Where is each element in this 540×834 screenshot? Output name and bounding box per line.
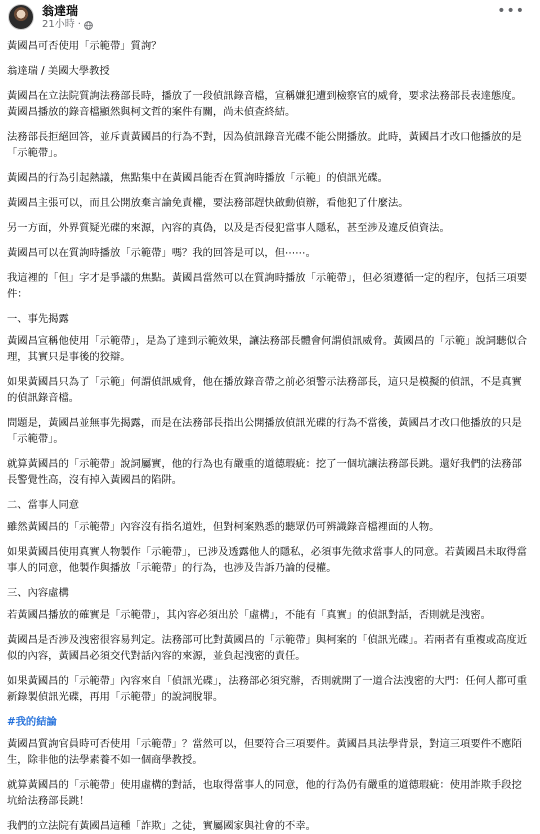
paragraph: 如果黃國昌只為了「示範」何謂偵訊威脅，他在播放錄音帶之前必須警示法務部長，這只是模擬的偵訊，不是真實的偵訊錄音檔。 xyxy=(7,376,522,404)
paragraph: 黃國昌是否涉及洩密很容易判定。法務部可比對黃國昌的「示範帶」與柯案的「偵訊光碟」。若兩者有重複或高度近似的內容，黃國昌必須交代對話內容的來源，並負起洩密的責任。 xyxy=(7,634,527,662)
paragraph: 法務部長拒絕回答，並斥責黃國昌的行為不對，因為偵訊錄音光碟不能公開播放。此時，黃國昌才改口他播放的是「示範帶」。 xyxy=(7,131,522,159)
more-icon[interactable]: ••• xyxy=(497,3,525,19)
paragraph: 就算黃國昌的「示範帶」使用虛構的對話，也取得當事人的同意，他的行為仍有嚴重的道德瑕疵：使用詐欺手段挖坑給法務部長跳！ xyxy=(7,779,522,807)
section-heading: 二、當事人同意 xyxy=(7,499,80,511)
post-meta: 21小時 · xyxy=(42,19,93,31)
paragraph: 黃國昌主張可以，而且公開放棄言論免責權，要法務部趕快啟動偵辦，看他犯了什麼法。 xyxy=(7,197,409,209)
section-heading: 一、事先揭露 xyxy=(7,313,69,325)
paragraph: 黃國昌在立法院質詢法務部長時，播放了一段偵訊錄音檔，宣稱嫌犯遭到檢察官的威脅，要求法務部長表達態度。黃國昌播放的錄音檔顯然與柯文哲的案件有關，尚未偵查終結。 xyxy=(7,90,522,118)
post-byline: 翁達瑞 / 美國大學教授 xyxy=(7,65,110,77)
avatar[interactable] xyxy=(8,4,34,30)
paragraph: 就算黃國昌的「示範帶」說詞屬實，他的行為也有嚴重的道德瑕疵：挖了一個坑讓法務部長跳。還好我們的法務部長警覺性高，沒有掉入黃國昌的陷阱。 xyxy=(7,458,522,486)
section-heading: 三、內容虛構 xyxy=(7,587,69,599)
paragraph: 我們的立法院有黃國昌這種「詐欺」之徒，實屬國家與社會的不幸。 xyxy=(7,820,316,832)
post-body xyxy=(7,38,531,834)
post-time[interactable]: 21小時 xyxy=(42,19,75,30)
paragraph: 問題是，黃國昌並無事先揭露，而是在法務部長指出公開播放偵訊光碟的行為不當後，黃國昌才改口他播放的只是「示範帶」。 xyxy=(7,417,522,445)
paragraph: 黃國昌宣稱他使用「示範帶」，是為了達到示範效果，讓法務部長體會何謂偵訊威脅。黃國昌的「示範」說詞聽似合理，其實只是事後的狡辯。 xyxy=(7,335,527,363)
paragraph: 如果黃國昌的「示範帶」內容來自「偵訊光碟」，法務部必須究辦，否則就開了一道合法洩密的大門：任何人都可重新錄製偵訊光碟，再用「示範帶」的說詞脫罪。 xyxy=(7,675,527,703)
paragraph: 黃國昌可以在質詢時播放「示範帶」嗎？我的回答是可以，但⋯⋯。 xyxy=(7,247,316,259)
paragraph: 如果黃國昌使用真實人物製作「示範帶」，已涉及透露他人的隱私，必須事先徵求當事人的同意。若黃國昌未取得當事人的同意，他製作與播放「示範帶」的行為，也涉及告訴乃論的侵權。 xyxy=(7,546,527,574)
hashtag-link[interactable]: #我的結論 xyxy=(7,716,57,728)
author-name[interactable]: 翁達瑞 xyxy=(42,4,79,18)
paragraph: 黃國昌的行為引起熱議，焦點集中在黃國昌能否在質詢時播放「示範」的偵訊光碟。 xyxy=(7,172,388,184)
paragraph: 黃國昌質詢官員時可否使用「示範帶」？當然可以，但要符合三項要件。黃國昌具法學背景，對這三項要件不應陌生，除非他的法學素養不如一個商學教授。 xyxy=(7,738,522,766)
globe-icon xyxy=(84,21,93,30)
paragraph: 若黃國昌播放的確實是「示範帶」，其內容必須出於「虛構」，不能有「真實」的偵訊對話，否則就是洩密。 xyxy=(7,609,491,621)
paragraph: 另一方面，外界質疑光碟的來源，內容的真偽，以及是否侵犯當事人隱私，甚至涉及違反偵資法。 xyxy=(7,222,450,234)
paragraph: 我這裡的「但」字才是爭議的焦點。黃國昌當然可以在質詢時播放「示範帶」，但必須遵循一定的程序，包括三項要件： xyxy=(7,272,527,300)
post-title: 黃國昌可否使用「示範帶」質詢？ xyxy=(7,40,162,52)
paragraph: 雖然黃國昌的「示範帶」內容沒有指名道姓，但對柯案熟悉的聽眾仍可辨識錄音檔裡面的人物。 xyxy=(7,521,440,533)
post-header xyxy=(7,0,531,34)
